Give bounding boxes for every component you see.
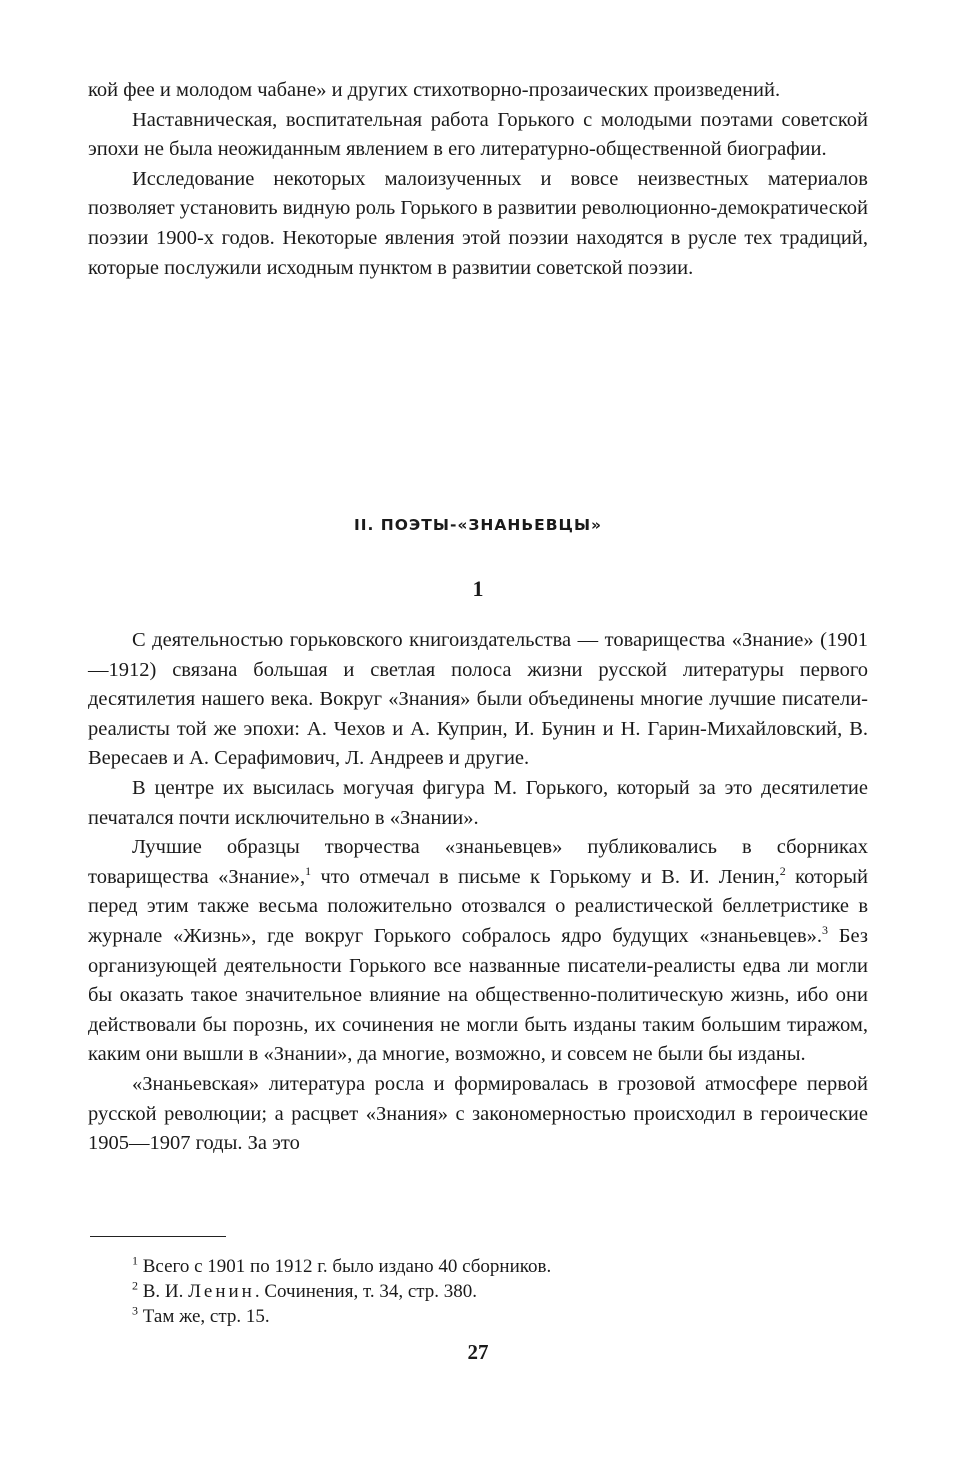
body-paragraph-3-part-c: который перед этим также весьма положительно отозвался о реалистической беллетристике в журнале «Жизнь», где вокруг Горького собралось ядро будущих «знаньевцев». xyxy=(88,865,868,947)
intro-paragraph-3: Исследование некоторых малоизученных и вовсе неизвестных материалов позволяет установить видную роль Горького в развитии революционно-демократической поэзии 1900-х годов. Некоторые явления этой поэзии находятся в русле тех традиций, которые послужили исходным пунктом в развитии советской поэзии. xyxy=(88,167,868,279)
page-number: 27 xyxy=(467,1340,489,1364)
footnote-1-text: Всего с 1901 по 1912 г. было издано 40 сборников. xyxy=(142,1256,552,1277)
body-paragraph-4: «Знаньевская» литература росла и формировалась в грозовой атмосфере первой русской революции; а расцвет «Знания» с закономерностью происходил в героические 1905—1907 годы. За это xyxy=(88,1072,868,1155)
body-paragraph-3-part-b: что отмечал в письме к Горькому и В. И. Ленин, xyxy=(311,865,780,888)
footnote-2-pre: В. И. xyxy=(142,1281,189,1302)
footnote-1-number: 1 xyxy=(132,1253,138,1268)
footnote-3-number: 3 xyxy=(132,1303,138,1318)
body-paragraph-1: С деятельностью горьковского книгоиздательства — товарищества «Знание» (1901—1912) связана большая и светлая полоса жизни русской литературы первого десятилетия нашего века. Вокруг «Знания» были объединены многие лучшие писатели-реалисты той же эпохи: А. Чехов и А. Куприн, И. Бунин и Н. Гарин-Михайловский, В. Вересаев и А. Серафимович, Л. Андреев и другие. xyxy=(88,629,868,770)
footnote-3 xyxy=(132,1304,832,1329)
footnote-1 xyxy=(132,1254,832,1279)
intro-text xyxy=(88,76,868,283)
footnote-2-author: Ленин xyxy=(188,1281,255,1302)
footnote-2-post: . Сочинения, т. 34, стр. 380. xyxy=(254,1281,478,1302)
footnote-2 xyxy=(132,1279,832,1304)
body-paragraph-3-part-a: Лучшие образцы творчества «знаньевцев» публиковались в сборниках товарищества «Знание», xyxy=(88,836,868,888)
footnote-divider xyxy=(90,1236,226,1237)
intro-paragraph-2: Наставническая, воспитательная работа Горького с молодыми поэтами советской эпохи не была неожиданным явлением в его литературно-общественной биографии. xyxy=(88,108,868,161)
section-title: II. ПОЭТЫ-«ЗНАНЬЕВЦЫ» xyxy=(353,516,603,534)
footnote-ref-1[interactable]: 1 xyxy=(305,863,312,878)
intro-paragraph-1: кой фее и молодом чабане» и других стихотворно-прозаических произведений. xyxy=(88,79,781,101)
body-paragraph-2: В центре их высилась могучая фигура М. Горького, который за это десятилетие печатался почти исключительно в «Знании». xyxy=(88,776,868,829)
section-number: 1 xyxy=(472,576,484,601)
footnote-3-text: Там же, стр. 15. xyxy=(142,1306,270,1327)
footnote-ref-3[interactable]: 3 xyxy=(822,923,829,938)
footnote-2-number: 2 xyxy=(132,1278,138,1293)
body-text xyxy=(88,626,868,1159)
footnotes xyxy=(132,1254,832,1329)
page-content xyxy=(88,76,868,1364)
footnote-ref-2[interactable]: 2 xyxy=(779,863,786,878)
body-paragraph-3 xyxy=(88,833,868,1070)
body-paragraph-3-part-d: Без организующей деятельности Горького все названные писатели-реалисты едва ли могли бы оказать такое значительное влияние на общественно-политическую жизнь, ибо они действовали бы порознь, их сочинения не могли быть изданы таким большим тиражом, каким они вышли в «Знании», да многие, возможно, и совсем не были бы изданы. xyxy=(88,924,868,1066)
